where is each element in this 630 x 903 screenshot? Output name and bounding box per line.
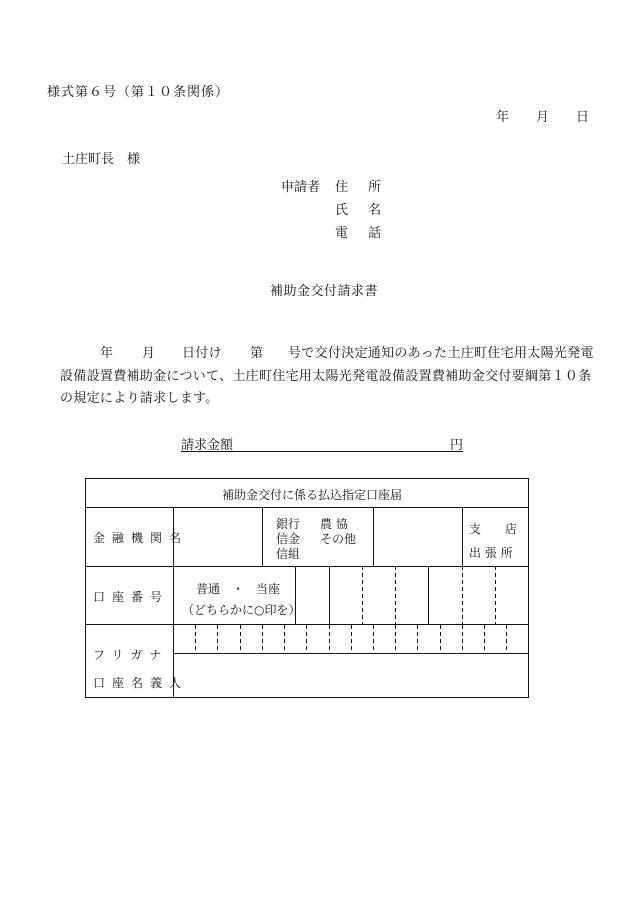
branch-type-office: 出 張 所 (469, 546, 513, 560)
applicant-address-label: 住 所 (335, 180, 390, 195)
applicant-label: 申請者 (281, 180, 321, 195)
institution-other: その他 (320, 532, 357, 546)
institution-nokyo: 農 協 (320, 517, 348, 531)
amount-unit: 円 (449, 438, 463, 453)
body-dai: 第 (250, 346, 264, 361)
institution-shinkumi: 信組 (276, 547, 301, 561)
bank-form-title: 補助金交付に係る払込指定口座届 (222, 488, 403, 502)
date-year: 年 (496, 110, 510, 125)
furigana-label: フリガナ (93, 648, 169, 662)
account-number-label: 口座番号 (93, 590, 170, 604)
institution-label: 金融機関名 (93, 531, 189, 545)
date-day: 日 (576, 110, 590, 125)
body-rest: 号で交付決定通知のあった土庄町住宅用太陽光発電 (288, 346, 594, 361)
institution-shinkin: 信金 (276, 532, 301, 546)
body-line-3: の規定により請求します。 (60, 391, 219, 406)
form-number: 様式第６号（第１０条関係） (47, 85, 230, 100)
account-holder-label: 口座名義人 (93, 676, 189, 690)
account-type: 普通 ・ 当座 (196, 582, 281, 596)
applicant-phone-label: 電 話 (335, 226, 390, 241)
body-line-2: 設備設置費補助金について、土庄町住宅用太陽光発電設備設置費補助金交付要綱第１０条 (60, 369, 592, 384)
amount-label: 請求金額 (181, 438, 234, 453)
account-type-note: （どちらかに○印を） (182, 603, 301, 617)
body-year: 年 (100, 346, 114, 361)
date-month: 月 (536, 110, 550, 125)
branch-type-branch: 支 店 (469, 522, 518, 536)
document-title: 補助金交付請求書 (270, 284, 379, 299)
body-month: 月 (142, 346, 156, 361)
body-dated: 日付け (182, 346, 222, 361)
applicant-name-label: 氏 名 (335, 203, 390, 218)
addressee: 土庄町長 様 (62, 152, 141, 167)
institution-bank: 銀行 (276, 517, 301, 531)
